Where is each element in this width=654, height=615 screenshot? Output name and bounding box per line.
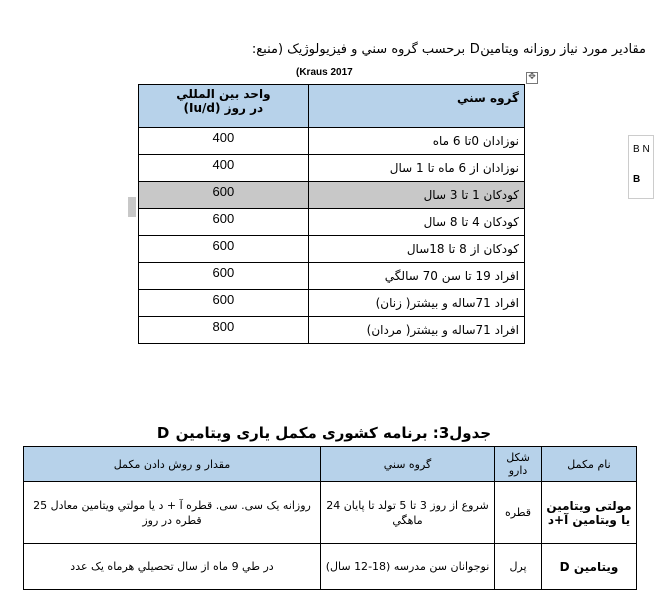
cell-dose: روزانه يک سی. سی. قطره آ + د يا مولتي ويتامين معادل 25 قطره در روز: [24, 482, 321, 544]
side-panel-line1: B N: [633, 144, 650, 155]
cell-unit: 600: [139, 236, 309, 263]
supplementation-program-table: [23, 446, 637, 590]
cell-group: کودکان از 8 تا 18سال: [308, 236, 524, 263]
table-row: [24, 482, 637, 544]
cell-form: قطره: [495, 482, 542, 544]
cell-age: شروع از روز 3 تا 5 تولد تا پايان 24 ماهگي: [321, 482, 495, 544]
table-row: [139, 128, 525, 155]
cell-unit: 600: [139, 209, 309, 236]
cell-unit: 400: [139, 155, 309, 182]
table-header-row: [139, 85, 525, 128]
header-unit-line1: واحد بين المللي: [176, 87, 271, 101]
cell-unit: 600: [139, 263, 309, 290]
table-row: [139, 290, 525, 317]
table-header-row: [24, 447, 637, 482]
cell-name: ويتامين D: [542, 544, 637, 590]
header-age: گروه سني: [321, 447, 495, 482]
table-row: [139, 263, 525, 290]
header-form: شکل دارو: [495, 447, 542, 482]
cell-form: پرل: [495, 544, 542, 590]
cell-group: نوزادان 0تا 6 ماه: [308, 128, 524, 155]
cell-group: کودکان 1 تا 3 سال: [308, 182, 524, 209]
table-row: [139, 209, 525, 236]
header-name: نام مکمل: [542, 447, 637, 482]
header-age-group: گروه سني: [308, 85, 524, 128]
cell-unit: 600: [139, 290, 309, 317]
table2-title: جدول3: برنامه کشوری مکمل یاری ویتامین D: [156, 424, 492, 442]
cell-group: نوزادان از 6 ماه تا 1 سال: [308, 155, 524, 182]
cell-unit: 800: [139, 317, 309, 344]
cell-group: افراد 71ساله و بيشتر( مردان): [308, 317, 524, 344]
table-row: [139, 236, 525, 263]
table-row: [139, 155, 525, 182]
side-panel-line2: B: [633, 174, 641, 185]
row-selection-marker: [128, 197, 136, 217]
table1-title: مقادير مورد نياز روزانه ويتامينD برحسب گروه سني و فيزيولوژيک (منبع:: [251, 42, 646, 57]
table-row: [139, 317, 525, 344]
vitamin-d-requirements-table: [138, 84, 525, 344]
cell-group: کودکان 4 تا 8 سال: [308, 209, 524, 236]
table-row: [24, 544, 637, 590]
header-unit-line2: در روز (Iu/d): [183, 101, 264, 115]
table-row-selected[interactable]: [139, 182, 525, 209]
cell-name: مولتی ويتامين يا ويتامين آ+د: [542, 482, 637, 544]
header-dose: مقدار و روش دادن مکمل: [24, 447, 321, 482]
cell-unit: 400: [139, 128, 309, 155]
header-unit: [139, 85, 309, 128]
side-style-panel[interactable]: [628, 135, 654, 199]
cell-group: افراد 19 تا سن 70 سالگي: [308, 263, 524, 290]
cell-age: نوجوانان سن مدرسه (18-12 سال): [321, 544, 495, 590]
table1-source: (Kraus 2017: [296, 67, 353, 78]
cell-dose: در طي 9 ماه از سال تحصيلي هرماه يک عدد: [24, 544, 321, 590]
cell-group: افراد 71ساله و بيشتر( زنان): [308, 290, 524, 317]
table-move-handle-icon[interactable]: ✥: [526, 72, 538, 84]
cell-unit: 600: [139, 182, 309, 209]
